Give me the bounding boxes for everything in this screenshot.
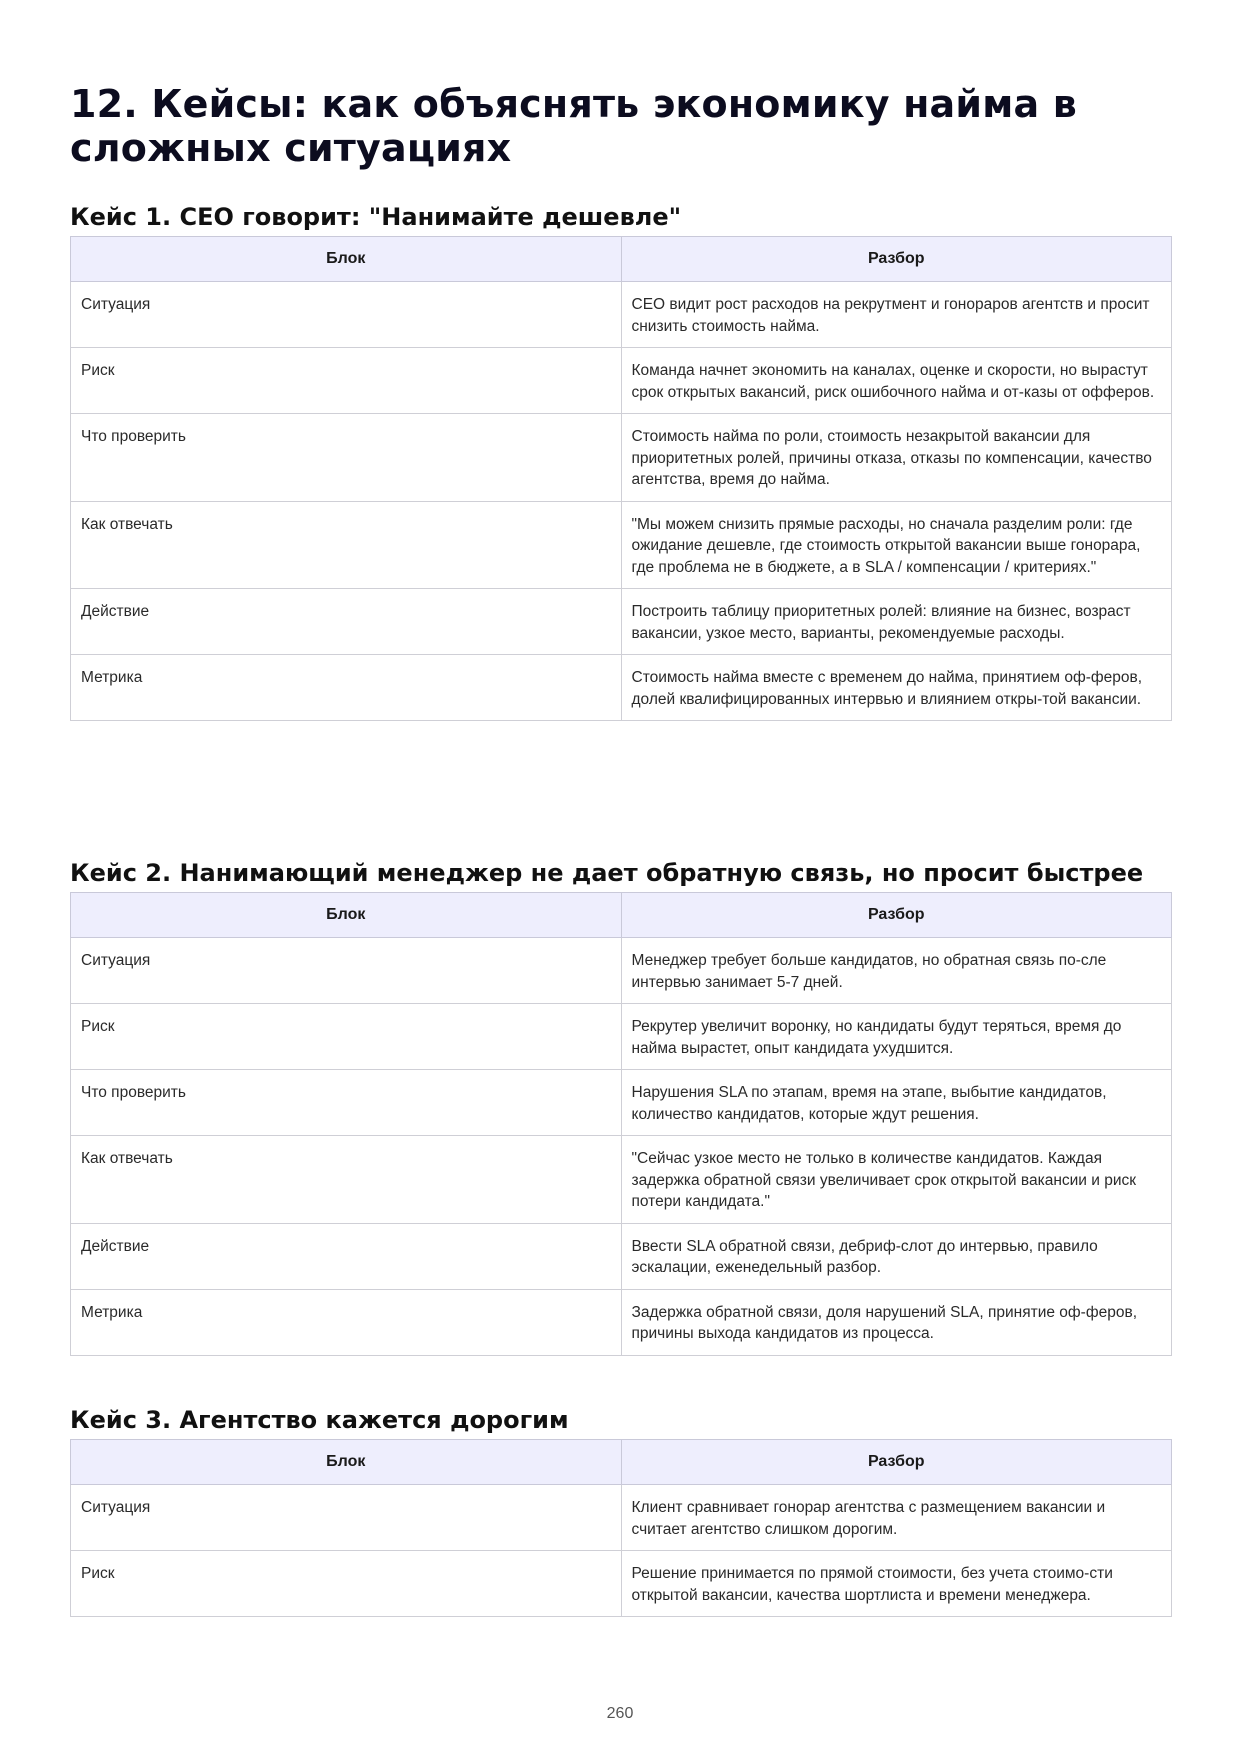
table-row bbox=[71, 589, 1172, 655]
column-header-block: Блок bbox=[71, 237, 622, 282]
cell-analysis: Команда начнет экономить на каналах, оценке и скорости, но вырастут срок открытых вакансий, риск ошибочного найма и от-казы от офферов. bbox=[621, 348, 1172, 414]
cell-block: Метрика bbox=[71, 1289, 622, 1355]
cell-analysis: Нарушения SLA по этапам, время на этапе, выбытие кандидатов, количество кандидатов, которые ждут решения. bbox=[621, 1070, 1172, 1136]
cell-analysis: Ввести SLA обратной связи, дебриф-слот до интервью, правило эскалации, еженедельный разбор. bbox=[621, 1223, 1172, 1289]
table-header-row bbox=[71, 1440, 1172, 1485]
cell-block: Как отвечать bbox=[71, 501, 622, 589]
table-row bbox=[71, 938, 1172, 1004]
table-row bbox=[71, 348, 1172, 414]
table-row bbox=[71, 282, 1172, 348]
case-3 bbox=[70, 1405, 1172, 1617]
table-row bbox=[71, 1136, 1172, 1224]
cell-analysis: "Мы можем снизить прямые расходы, но сначала разделим роли: где ожидание дешевле, где стоимость открытой вакансии выше гонорара, где проблема не в бюджете, а в SLA / компенсации / критериях." bbox=[621, 501, 1172, 589]
cell-analysis: Стоимость найма по роли, стоимость незакрытой вакансии для приоритетных ролей, причины отказа, отказы по компенсации, качество агентства, время до найма. bbox=[621, 414, 1172, 502]
cell-block: Риск bbox=[71, 348, 622, 414]
cell-block: Риск bbox=[71, 1551, 622, 1617]
table-row bbox=[71, 1070, 1172, 1136]
case-1 bbox=[70, 202, 1172, 721]
cell-analysis: Менеджер требует больше кандидатов, но обратная связь по-сле интервью занимает 5-7 дней. bbox=[621, 938, 1172, 1004]
case-heading: Кейс 2. Нанимающий менеджер не дает обратную связь, но просит быстрее bbox=[70, 859, 1144, 887]
cell-analysis: Стоимость найма вместе с временем до найма, принятием оф-феров, долей квалифицированных интервью и влиянием откры-той вакансии. bbox=[621, 655, 1172, 721]
column-header-block: Блок bbox=[71, 893, 622, 938]
column-header-analysis: Разбор bbox=[621, 237, 1172, 282]
table-header-row bbox=[71, 237, 1172, 282]
cell-analysis: Клиент сравнивает гонорар агентства с размещением вакансии и считает агентство слишком дорогим. bbox=[621, 1485, 1172, 1551]
cell-block: Что проверить bbox=[71, 1070, 622, 1136]
cell-block: Ситуация bbox=[71, 1485, 622, 1551]
case-table bbox=[70, 892, 1172, 1356]
table-row bbox=[71, 501, 1172, 589]
case-2 bbox=[70, 858, 1172, 1356]
case-heading: Кейс 3. Агентство кажется дорогим bbox=[70, 1406, 569, 1434]
case-table bbox=[70, 236, 1172, 721]
page-number: 260 bbox=[606, 1705, 634, 1722]
cell-block: Что проверить bbox=[71, 414, 622, 502]
cell-analysis: CEO видит рост расходов на рекрутмент и гонораров агентств и просит снизить стоимость найма. bbox=[621, 282, 1172, 348]
cell-analysis: Рекрутер увеличит воронку, но кандидаты будут теряться, время до найма вырастет, опыт кандидата ухудшится. bbox=[621, 1004, 1172, 1070]
column-header-analysis: Разбор bbox=[621, 893, 1172, 938]
table-row bbox=[71, 1289, 1172, 1355]
cell-block: Ситуация bbox=[71, 938, 622, 1004]
table-row bbox=[71, 414, 1172, 502]
page-title: 12. Кейсы: как объяснять экономику найма в сложных ситуациях bbox=[70, 82, 1077, 170]
column-header-block: Блок bbox=[71, 1440, 622, 1485]
case-heading: Кейс 1. CEO говорит: "Нанимайте дешевле" bbox=[70, 203, 682, 231]
cell-block: Как отвечать bbox=[71, 1136, 622, 1224]
cell-block: Действие bbox=[71, 589, 622, 655]
table-row bbox=[71, 1223, 1172, 1289]
column-header-analysis: Разбор bbox=[621, 1440, 1172, 1485]
case-table bbox=[70, 1439, 1172, 1617]
cell-block: Риск bbox=[71, 1004, 622, 1070]
cell-analysis: Решение принимается по прямой стоимости, без учета стоимо-сти открытой вакансии, качества шортлиста и времени менеджера. bbox=[621, 1551, 1172, 1617]
table-row bbox=[71, 655, 1172, 721]
cell-analysis: Задержка обратной связи, доля нарушений SLA, принятие оф-феров, причины выхода кандидатов из процесса. bbox=[621, 1289, 1172, 1355]
cell-block: Метрика bbox=[71, 655, 622, 721]
table-row bbox=[71, 1551, 1172, 1617]
cell-block: Ситуация bbox=[71, 282, 622, 348]
cell-analysis: Построить таблицу приоритетных ролей: влияние на бизнес, возраст вакансии, узкое место, варианты, рекомендуемые расходы. bbox=[621, 589, 1172, 655]
table-header-row bbox=[71, 893, 1172, 938]
table-row bbox=[71, 1485, 1172, 1551]
cell-analysis: "Сейчас узкое место не только в количестве кандидатов. Каждая задержка обратной связи увеличивает срок открытой вакансии и риск потери кандидата." bbox=[621, 1136, 1172, 1224]
cell-block: Действие bbox=[71, 1223, 622, 1289]
table-row bbox=[71, 1004, 1172, 1070]
